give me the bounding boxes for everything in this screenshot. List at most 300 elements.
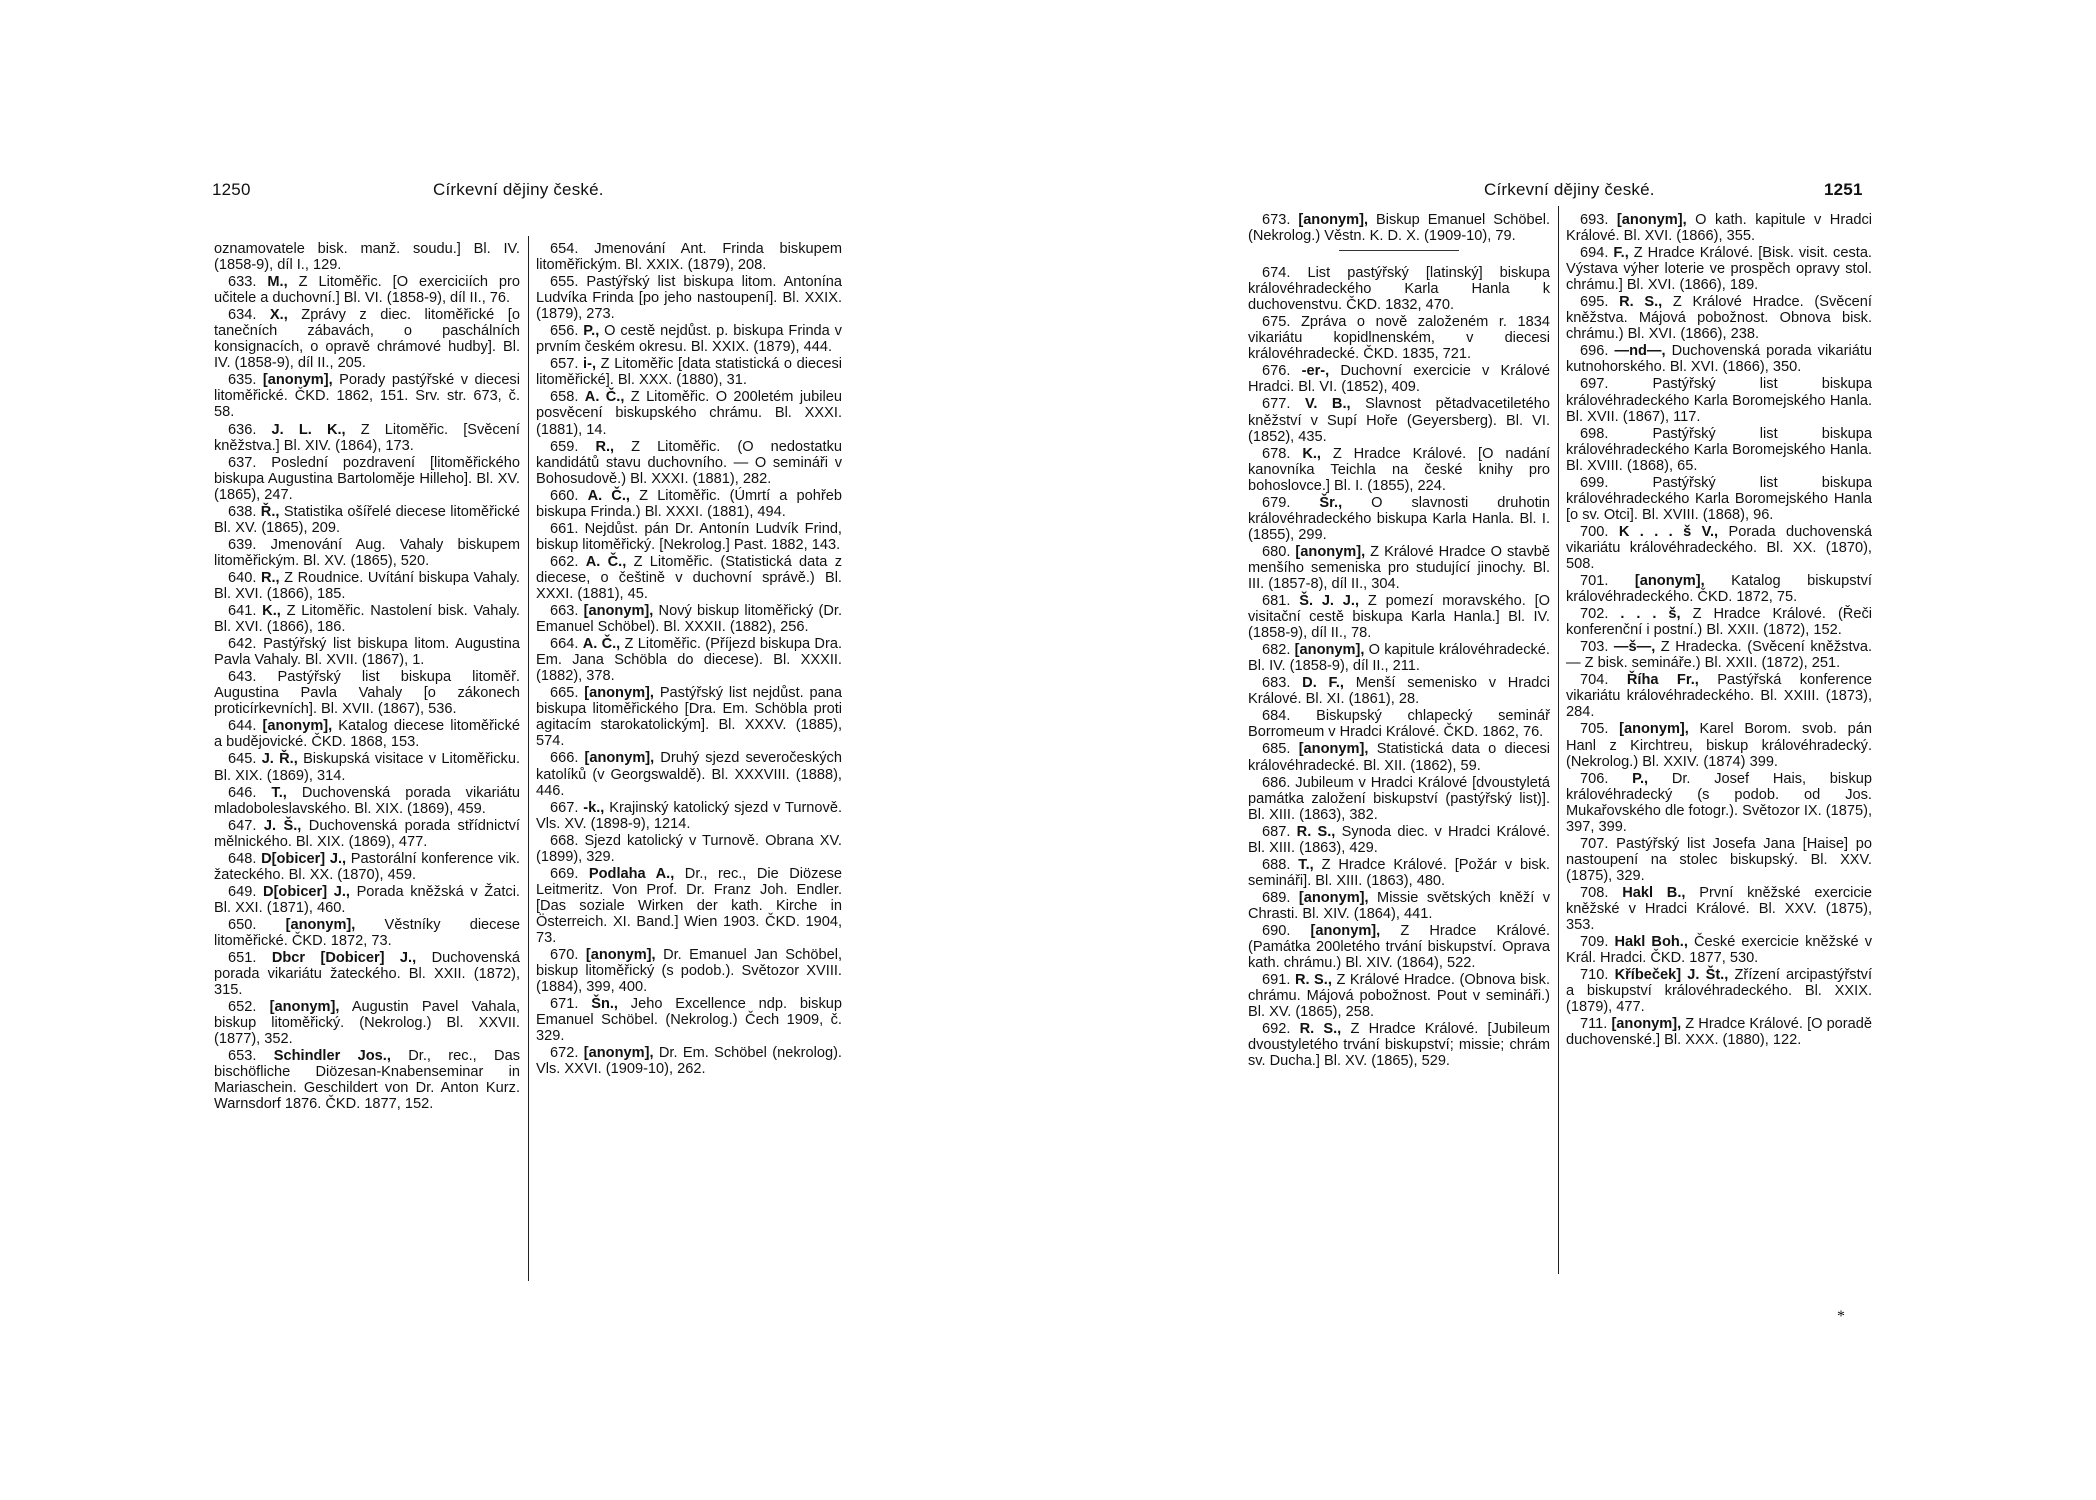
entry-author: . . . š, — [1620, 606, 1681, 623]
entry-author: [anonym], — [583, 603, 654, 620]
entry-author: D[obicer] J., — [261, 850, 347, 867]
entry-text: Jmenování Ant. Frinda biskupem litoměřickým. Bl. XXIX. (1879), 208. — [536, 241, 842, 274]
entry-number: 648. — [228, 850, 257, 867]
entry-number: 673. — [1262, 212, 1291, 228]
entry-number: 701. — [1580, 573, 1609, 590]
entry-author: K . . . š V., — [1618, 523, 1719, 540]
bibliography-entry — [536, 750, 842, 798]
entry-author: [anonym], — [1294, 642, 1365, 659]
entry-text: Dr. Emanuel Jan Schöbel, biskup litoměřický (s podob.). Světozor XVIII. (1884), 399, 400. — [536, 947, 843, 996]
bibliography-entry — [1248, 857, 1550, 889]
left-running-head: Církevní dějiny české. — [433, 180, 604, 199]
bibliography-entry — [1566, 721, 1872, 769]
bibliography-entry — [1566, 934, 1872, 966]
entry-text: Z Litoměřic. (Příjezd biskupa Dra. Em. Jana Schöbla do diecese). Bl. XXXII. (1882), 378. — [536, 636, 843, 685]
entry-number: 643. — [228, 669, 257, 686]
entry-text: Z Hradce Králové. [O poradě duchovenské.] Bl. XXX. (1880), 122. — [1566, 1016, 1873, 1049]
right-column-2 — [1566, 212, 1872, 1049]
entry-author: [anonym], — [285, 916, 356, 933]
entry-text: Z Litoměřic. [Svěcení kněžstva.] Bl. XIV. (1864), 173. — [214, 421, 520, 454]
entry-number: 677. — [1262, 396, 1291, 413]
entry-author: R. S., — [1299, 1021, 1342, 1038]
bibliography-entry — [536, 636, 842, 684]
bibliography-entry — [1248, 446, 1550, 494]
entry-author: V. B., — [1304, 396, 1351, 413]
entry-number: 665. — [550, 685, 579, 702]
entry-number: 634. — [228, 307, 257, 324]
entry-number: 639. — [228, 536, 257, 553]
entry-author: J. Ř., — [261, 751, 298, 768]
entry-number: 647. — [228, 817, 257, 834]
entry-text: Zřízení arcipastýřství a biskupství královéhradeckého. Bl. XXIX. (1879), 477. — [1566, 967, 1873, 1016]
entry-text: Pastorální konference vik. žateckého. Bl. XX. (1870), 459. — [214, 850, 520, 883]
bibliography-entry — [214, 751, 520, 783]
entry-text: Z Králové Hradce. (Svěcení kněžstva. Májová pobožnost. Obnova bisk. chrámu.) Bl. XVI. (1866), 238. — [1566, 294, 1872, 343]
entry-author: X., — [269, 307, 288, 324]
entry-author: [anonym], — [1611, 1016, 1682, 1033]
entry-author: P., — [1632, 770, 1649, 787]
entry-author: [anonym], — [584, 685, 654, 702]
entry-number: 655. — [550, 274, 579, 291]
entry-text: Z Litoměřic. Nastolení bisk. Vahaly. Bl. XVI. (1866), 186. — [214, 603, 520, 636]
entry-number: 685. — [1262, 741, 1291, 758]
entry-author: [anonym], — [1634, 573, 1705, 590]
bibliography-entry — [1566, 212, 1872, 244]
entry-number: 698. — [1580, 425, 1609, 442]
bibliography-entry — [214, 537, 520, 569]
entry-number: 660. — [550, 487, 579, 504]
bibliography-entry — [536, 685, 842, 749]
entry-text: Statistika ošířelé diecese litoměřické Bl. XV. (1865), 209. — [214, 503, 520, 536]
bibliography-entry — [1566, 836, 1872, 884]
entry-text: oznamovatele bisk. manž. soudu.] Bl. IV. (1858-9), díl I., 129. — [214, 241, 520, 274]
bibliography-entry — [214, 1048, 520, 1112]
entry-number: 694. — [1580, 245, 1609, 262]
bibliography-entry — [1248, 741, 1550, 773]
entry-number: 684. — [1262, 708, 1291, 725]
entry-number: 671. — [550, 996, 579, 1013]
separator-rule — [1339, 250, 1459, 251]
entry-number: 678. — [1262, 445, 1291, 462]
entry-number: 682. — [1262, 642, 1291, 659]
entry-text: Dr. Em. Schöbel (nekrolog). Vls. XXVI. (1909-10), 262. — [536, 1045, 842, 1078]
entry-text: Pastýřská konference vikariátu královéhradeckého. Bl. XXIII. (1873), 284. — [1566, 672, 1872, 721]
entry-number: 663. — [550, 603, 579, 620]
bibliography-entry — [214, 274, 520, 306]
entry-author: —š—, — [1613, 639, 1656, 656]
bibliography-entry — [1248, 642, 1550, 674]
entry-text: Z Litoměřic. (Statistická data z diecese, o češtině v duchovní správě.) Bl. XXXI. (1881), 45. — [536, 553, 843, 602]
entry-author: Dbcr [Dobicer] J., — [271, 950, 417, 967]
entry-text: Z pomezí moravského. [O visitační cestě biskupa Karla Hanla.] Bl. IV. (1858-9), díl II., 78. — [1248, 593, 1550, 642]
bibliography-entry — [1566, 885, 1872, 933]
entry-number: 649. — [228, 883, 257, 900]
entry-number: 690. — [1262, 922, 1291, 939]
entry-text: Pastýřský list biskupa královéhradeckého Karla Boromejského Hanla [o sv. Otci]. Bl. XVIII. (1868), 96. — [1566, 474, 1873, 523]
entry-number: 702. — [1580, 606, 1609, 623]
entry-author: [anonym], — [585, 947, 656, 964]
entry-text: Pastýřský list biskupa královéhradeckého Karla Boromejského Hanla. Bl. XVII. (1867), 117. — [1566, 376, 1873, 425]
entry-text: Z Hradce Králové. [Požár v bisk. semináři]. Bl. XIII. (1863), 480. — [1248, 856, 1550, 889]
entry-author: R., — [595, 438, 615, 455]
bibliography-entry — [1566, 426, 1872, 474]
bibliography-entry — [214, 669, 520, 717]
entry-number: 711. — [1580, 1016, 1608, 1033]
entry-author: J. L. K., — [271, 421, 346, 438]
entry-text: Biskupská visitace v Litoměřicku. Bl. XIX. (1869), 314. — [214, 751, 521, 784]
bibliography-entry — [214, 455, 520, 503]
bibliography-entry — [536, 389, 842, 437]
entry-text: Dr., rec., Das bischöfliche Diözesan-Knabenseminar in Mariaschein. Geschildert von Dr. Anton Kurz. Warnsdorf 1876. ČKD. 1877, 152. — [214, 1048, 520, 1113]
entry-text: České exercicie kněžské v Král. Hradci. ČKD. 1877, 530. — [1566, 934, 1873, 967]
entry-text: O kath. kapitule v Hradci Králové. Bl. XVI. (1866), 355. — [1566, 212, 1872, 245]
bibliography-entry — [536, 521, 842, 553]
bibliography-entry — [536, 274, 842, 322]
entry-author: R., — [260, 569, 280, 586]
bibliography-entry — [1248, 923, 1550, 971]
bibliography-entry — [536, 554, 842, 602]
bibliography-entry — [214, 307, 520, 371]
entry-author: R. S., — [1619, 294, 1663, 311]
right-page — [1048, 0, 2096, 1500]
entry-number: 675. — [1262, 314, 1291, 331]
entry-author: Ř., — [260, 503, 280, 520]
bibliography-entry — [1248, 363, 1550, 395]
entry-text: Z Roudnice. Uvítání biskupa Vahaly. Bl. XVI. (1866), 185. — [214, 569, 520, 602]
entry-text: Pastýřský list nejdůst. pana biskupa litoměřického [Dra. Em. Schöbla proti agitacím starokatolickým]. Bl. XXXV. (1885), 574. — [536, 685, 842, 750]
entry-number: 704. — [1580, 672, 1609, 689]
entry-number: 691. — [1262, 972, 1291, 989]
entry-text: Duchovenská porada vikariátu žateckého. Bl. XXII. (1872), 315. — [214, 950, 520, 999]
entry-text: Z Litoměřic. (Úmrtí a pohřeb biskupa Frinda.) Bl. XXXI. (1881), 494. — [536, 487, 842, 520]
entry-number: 689. — [1262, 889, 1291, 906]
bibliography-entry — [536, 323, 842, 355]
bibliography-entry — [214, 718, 520, 750]
entry-author: F., — [1613, 245, 1629, 262]
entry-text: Z Hradce Králové. (Řeči konferenční i postní.) Bl. XXII. (1872), 152. — [1566, 606, 1872, 639]
entry-author: [anonym], — [1310, 922, 1381, 939]
section-separator — [1248, 250, 1550, 264]
entry-author: M., — [267, 274, 288, 291]
bibliography-entry — [1566, 475, 1872, 523]
entry-number: 710. — [1580, 967, 1609, 984]
entry-number: 669. — [550, 865, 579, 882]
bibliography-entry — [1566, 294, 1872, 342]
entry-number: 688. — [1262, 856, 1291, 873]
entry-author: K., — [1302, 445, 1321, 462]
entry-text: Pastýřský list biskupa litom. Augustina Pavla Vahaly. Bl. XVII. (1867), 1. — [214, 636, 521, 669]
entry-text: Dr. Josef Hais, biskup královéhradecký (s podob. od Jos. Mukařovského dle fotogr.). Světozor IX. (1875), 397, 399. — [1566, 770, 1872, 835]
entry-author: K., — [262, 603, 281, 620]
entry-number: 662. — [550, 553, 579, 570]
entry-author: [anonym], — [1616, 212, 1687, 228]
bibliography-entry — [536, 800, 842, 832]
entry-number: 658. — [550, 389, 579, 406]
entry-number: 696. — [1580, 343, 1609, 360]
entry-text: Z Litoměřic. [O exerciciích pro učitele a duchovní.] Bl. VI. (1858-9), díl II., 76. — [214, 274, 520, 307]
entry-number: 683. — [1262, 675, 1291, 692]
entry-author: D[obicer] J., — [263, 883, 350, 900]
entry-author: Hakl Boh., — [1614, 934, 1688, 951]
bibliography-entry — [214, 422, 520, 454]
bibliography-entry — [536, 996, 842, 1044]
entry-author: [anonym], — [269, 999, 340, 1016]
entry-text: Statistická data o diecesi královéhradecké. Bl. XII. (1862), 59. — [1248, 741, 1550, 774]
entry-number: 638. — [228, 503, 257, 520]
entry-number: 672. — [550, 1045, 579, 1062]
entry-author: [anonym], — [583, 1045, 654, 1062]
entry-author: Podlaha A., — [588, 865, 675, 882]
entry-number: 686. — [1262, 774, 1291, 791]
entry-author: Š. J. J., — [1299, 593, 1360, 610]
entry-text: O cestě nejdůst. p. biskupa Frinda v prvním českém okresu. Bl. XXIX. (1879), 444. — [536, 323, 842, 356]
bibliography-entry — [1248, 824, 1550, 856]
entry-text: Duchovenská porada vikariátu mladoboleslavského. Bl. XIX. (1869), 459. — [214, 784, 520, 817]
entry-number: 640. — [228, 569, 257, 586]
entry-author: [anonym], — [1295, 543, 1366, 560]
entry-author: A. Č., — [587, 487, 630, 504]
entry-text: První kněžské exercicie kněžské v Hradci Králové. Bl. XXV. (1875), 353. — [1566, 884, 1873, 934]
entry-number: 652. — [228, 999, 257, 1016]
bibliography-entry — [1248, 1021, 1550, 1069]
entry-text: Pastýřský list Josefa Jana [Haise] po nastoupení na stolec biskupský. Bl. XXV. (1875), 329. — [1566, 835, 1872, 884]
left-page-number: 1250 — [212, 180, 251, 199]
bibliography-entry — [1248, 212, 1550, 244]
bibliography-entry — [214, 636, 520, 668]
entry-number: 670. — [550, 947, 579, 964]
entry-text: Druhý sjezd severočeských katolíků (v Georgswaldě). Bl. XXXVIII. (1888), 446. — [536, 750, 842, 799]
bibliography-entry — [214, 372, 520, 420]
entry-text: Biskup Emanuel Schöbel. (Nekrolog.) Věstn. K. D. X. (1909-10), 79. — [1248, 212, 1550, 245]
entry-author: [anonym], — [1298, 889, 1369, 906]
entry-author: A. Č., — [584, 389, 625, 406]
entry-number: 676. — [1262, 363, 1291, 380]
bibliography-entry — [1248, 544, 1550, 592]
bibliography-entry — [536, 1045, 842, 1077]
bibliography-entry — [1248, 314, 1550, 362]
bibliography-entry — [1566, 771, 1872, 835]
bibliography-entry — [214, 884, 520, 916]
entry-author: A. Č., — [582, 636, 621, 653]
right-column-1 — [1248, 212, 1550, 1070]
entry-text: O kapitule královéhradecké. Bl. IV. (1858-9), díl II., 211. — [1248, 642, 1550, 675]
bibliography-entry — [1248, 890, 1550, 922]
entry-text: Jeho Excellence ndp. biskup Emanuel Schöbel. (Nekrolog.) Čech 1909, č. 329. — [536, 996, 843, 1045]
column-divider — [1558, 206, 1559, 1274]
entry-number: 666. — [550, 750, 579, 767]
left-column-2 — [536, 241, 842, 1078]
entry-text: Katalog biskupství královéhradeckého. ČKD. 1872, 75. — [1566, 573, 1872, 606]
entry-number: 708. — [1580, 884, 1609, 901]
bibliography-entry — [1248, 972, 1550, 1020]
entry-number: 635. — [228, 372, 257, 389]
entry-number: 681. — [1262, 593, 1291, 610]
right-page-number: 1251 — [1824, 180, 1863, 199]
bibliography-entry — [536, 439, 842, 487]
entry-number: 680. — [1262, 543, 1291, 560]
entry-text: Z Hradecka. (Svěcení kněžstva. — Z bisk. semináře.) Bl. XXII. (1872), 251. — [1566, 639, 1872, 672]
entry-number: 656. — [550, 323, 579, 340]
entry-number: 645. — [228, 751, 257, 768]
entry-text: O slavnosti druhotin královéhradeckého biskupa Karla Hanla. Bl. I. (1855), 299. — [1248, 494, 1550, 543]
entry-text: Z Hradce Králové. [Jubileum dvoustyletého trvání biskupství; missie; chrám sv. Ducha.] Bl. XV. (1865), 529. — [1248, 1021, 1550, 1070]
entry-author: Říha Fr., — [1626, 672, 1699, 689]
entry-text: Missie světských kněží v Chrasti. Bl. XIV. (1864), 441. — [1248, 889, 1550, 922]
entry-text: Z Hradce Králové. [O nadání kanovníka Teichla na české knihy pro bohoslovce.] Bl. I. (1855), 224. — [1248, 445, 1550, 494]
entry-number: 700. — [1580, 523, 1609, 540]
end-mark: * — [1837, 1308, 1845, 1325]
entry-number: 653. — [228, 1048, 257, 1065]
entry-author: A. Č., — [585, 553, 627, 570]
bibliography-entry — [536, 241, 842, 273]
bibliography-entry — [1566, 639, 1872, 671]
entry-number: 637. — [228, 454, 257, 471]
bibliography-entry — [214, 851, 520, 883]
entry-text: Slavnost pětadvacetiletého kněžství v Supí Hoře (Geyersberg). Bl. VI. (1852), 435. — [1248, 396, 1550, 445]
entry-text: Duchovenská porada střídnictví mělnického. Bl. XIX. (1869), 477. — [214, 817, 520, 850]
entry-text: Nejdůst. pán Dr. Antonín Ludvík Frind, biskup litoměřický. [Nekrolog.] Past. 1882, 143. — [536, 520, 842, 553]
entry-text: Z Králové Hradce. (Obnova bisk. chrámu. Májová pobožnost. Pout v semináři.) Bl. XV. (1865), 258. — [1248, 972, 1550, 1021]
entry-text: Krajinský katolický sjezd v Turnově. Vls. XV. (1898-9), 1214. — [536, 799, 843, 832]
entry-author: Šn., — [591, 996, 618, 1013]
entry-number: 657. — [550, 356, 579, 373]
entry-author: [anonym], — [262, 718, 333, 735]
entry-number: 707. — [1580, 835, 1609, 852]
bibliography-entry — [1566, 573, 1872, 605]
bibliography-entry — [214, 785, 520, 817]
entry-number: 664. — [550, 636, 579, 653]
entry-author: P., — [583, 323, 600, 340]
bibliography-entry — [1566, 524, 1872, 572]
entry-number: 674. — [1262, 265, 1291, 282]
entry-text: Nový biskup litoměřický (Dr. Emanuel Schöbel). Bl. XXXII. (1882), 256. — [536, 603, 842, 636]
entry-author: R. S., — [1296, 823, 1336, 840]
entry-author: i-, — [583, 356, 597, 373]
entry-author: [anonym], — [1619, 721, 1689, 738]
entry-text: Z Králové Hradce O stavbě menšího semeniska pro studující jinochy. Bl. III. (1857-8), díl II., 304. — [1248, 543, 1550, 592]
entry-author: -er-, — [1301, 363, 1330, 380]
entry-author: Hakl B., — [1622, 884, 1686, 901]
bibliography-entry — [1248, 495, 1550, 543]
bibliography-entry — [1248, 708, 1550, 740]
entry-number: 636. — [228, 421, 257, 438]
entry-text: Z Litoměřic [data statistická o diecesi litoměřické]. Bl. XXX. (1880), 31. — [536, 356, 842, 389]
entry-author: Schindler Jos., — [273, 1048, 391, 1065]
entry-text: Dr., rec., Die Diözese Leitmeritz. Von Prof. Dr. Franz Joh. Endler. [Das soziale Wirken der kath. Kirche in Österreich. XI. Band.] Wien 1903. ČKD. 1904, 73. — [536, 865, 842, 946]
entry-number: 651. — [228, 950, 257, 967]
bibliography-entry — [1566, 672, 1872, 720]
entry-number: 699. — [1580, 474, 1609, 491]
bibliography-entry — [1248, 775, 1550, 823]
bibliography-entry — [214, 999, 520, 1047]
entry-text: Zpráva o nově založeném r. 1834 vikariátu kopidlnenském, v diecesi královéhradecké. ČKD. 1835, 721. — [1248, 314, 1550, 363]
entry-text: Jmenování Aug. Vahaly biskupem litoměřickým. Bl. XV. (1865), 520. — [214, 536, 520, 569]
entry-number: 633. — [228, 274, 257, 291]
entry-number: 650. — [228, 916, 257, 933]
bibliography-entry — [1566, 245, 1872, 293]
entry-number: 703. — [1580, 639, 1609, 656]
entry-text: Sjezd katolický v Turnově. Obrana XV. (1899), 329. — [536, 832, 842, 865]
entry-author: [anonym], — [1298, 212, 1369, 228]
entry-number: 709. — [1580, 934, 1609, 951]
entry-text: Porada kněžská v Žatci. Bl. XXI. (1871), 460. — [214, 883, 520, 916]
entry-number: 654. — [550, 241, 579, 257]
bibliography-entry — [536, 866, 842, 946]
entry-text: Zprávy z diec. litoměřické [o tanečních zábavách, o paschálních konsignacích, o opravě chrámové hudby]. Bl. IV. (1858-9), díl II., 205. — [214, 307, 520, 372]
entry-number: 687. — [1262, 823, 1291, 840]
entry-number: 644. — [228, 718, 257, 735]
entry-author: -k., — [583, 799, 605, 816]
entry-text: List pastýřský [latinský] biskupa královéhradeckého Karla Hanla k duchovenstvu. ČKD. 1832, 470. — [1248, 265, 1550, 314]
entry-author: [anonym], — [262, 372, 333, 389]
bibliography-entry — [1248, 265, 1550, 313]
column-divider — [528, 236, 529, 1281]
entry-number: 646. — [228, 784, 257, 801]
right-running-head: Církevní dějiny české. — [1484, 180, 1655, 199]
entry-text: Z Litoměřic. O 200letém jubileu posvěcení biskupského chrámu. Bl. XXXI. (1881), 14. — [536, 389, 843, 438]
entry-number: 661. — [550, 520, 579, 537]
entry-number: 642. — [228, 636, 257, 653]
bibliography-entry — [214, 917, 520, 949]
entry-author: T., — [271, 784, 287, 801]
bibliography-entry — [214, 950, 520, 998]
bibliography-entry — [536, 356, 842, 388]
entry-text: Jubileum v Hradci Králové [dvoustyletá památka založení biskupství (pastýřský list)]. Bl. XIII. (1863), 382. — [1248, 774, 1550, 823]
entry-author: R. S., — [1294, 972, 1332, 989]
bibliography-entry — [1566, 967, 1872, 1015]
bibliography-entry — [1566, 343, 1872, 375]
entry-text: Z Hradce Králové. (Památka 200letého trvání biskupství. Oprava kath. chrámu.) Bl. XIV. (1864), 522. — [1248, 922, 1550, 972]
entry-text: Pastýřský list biskupa litom. Antonína Ludvíka Frinda [po jeho nastoupení]. Bl. XXIX. (1879), 273. — [536, 274, 843, 323]
entry-number: 706. — [1580, 770, 1609, 787]
entry-text: Pastýřský list biskupa litoměř. Augustina Pavla Vahaly [o zákonech proticírkevních]. Bl. XVII. (1867), 536. — [214, 669, 520, 718]
bibliography-entry — [214, 570, 520, 602]
bibliography-entry — [1566, 376, 1872, 424]
bibliography-entry — [536, 833, 842, 865]
entry-text: Augustin Pavel Vahala, biskup litoměřický. (Nekrolog.) Bl. XXVII. (1877), 352. — [214, 999, 520, 1048]
entry-number: 668. — [550, 832, 579, 849]
entry-text: Z Hradce Králové. [Bisk. visit. cesta. Výstava výher loterie ve prospěch opravy stol. chrámu.] Bl. XVI. (1866), 189. — [1566, 245, 1872, 294]
entry-text: Poslední pozdravení [litoměřického biskupa Augustina Bartoloměje Hilleho]. Bl. XV. (1865), 247. — [214, 454, 520, 503]
entry-text: Porady pastýřské v diecesi litoměřické. ČKD. 1862, 151. Srv. str. 673, č. 58. — [214, 372, 520, 421]
entry-author: J. Š., — [263, 817, 302, 834]
entry-text: Katalog diecese litoměřické a budějovické. ČKD. 1868, 153. — [214, 718, 520, 751]
bibliography-entry — [536, 488, 842, 520]
entry-number: 693. — [1580, 212, 1609, 228]
entry-text: Synoda diec. v Hradci Králové. Bl. XIII. (1863), 429. — [1248, 823, 1550, 856]
entry-author: Kříbeček] J. Št., — [1614, 967, 1729, 984]
bibliography-entry — [536, 603, 842, 635]
entry-number: 697. — [1580, 376, 1609, 393]
entry-text: Pastýřský list biskupa královéhradeckého Karla Boromejského Hanla. Bl. XVIII. (1868), 65. — [1566, 425, 1873, 474]
entry-number: 667. — [550, 799, 579, 816]
bibliography-entry — [1248, 593, 1550, 641]
entry-author: [anonym], — [584, 750, 655, 767]
entry-text: Biskupský chlapecký seminář Borromeum v Hradci Králové. ČKD. 1862, 76. — [1248, 708, 1550, 741]
bibliography-entry — [1248, 396, 1550, 444]
entry-author: T., — [1298, 856, 1314, 873]
bibliography-entry — [214, 603, 520, 635]
bibliography-entry — [214, 504, 520, 536]
entry-number: 695. — [1580, 294, 1609, 311]
entry-number: 705. — [1580, 721, 1609, 738]
entry-text: Porada duchovenská vikariátu královéhradeckého. Bl. XX. (1870), 508. — [1566, 523, 1872, 572]
bibliography-entry — [214, 818, 520, 850]
bibliography-entry — [214, 241, 520, 273]
bibliography-entry — [536, 947, 842, 995]
entry-text: Karel Borom. svob. pán Hanl z Kirchtreu, biskup královéhradecký. (Nekrolog.) Bl. XXIV. (1874) 399. — [1566, 721, 1872, 770]
entry-author: —nd—, — [1614, 343, 1666, 360]
